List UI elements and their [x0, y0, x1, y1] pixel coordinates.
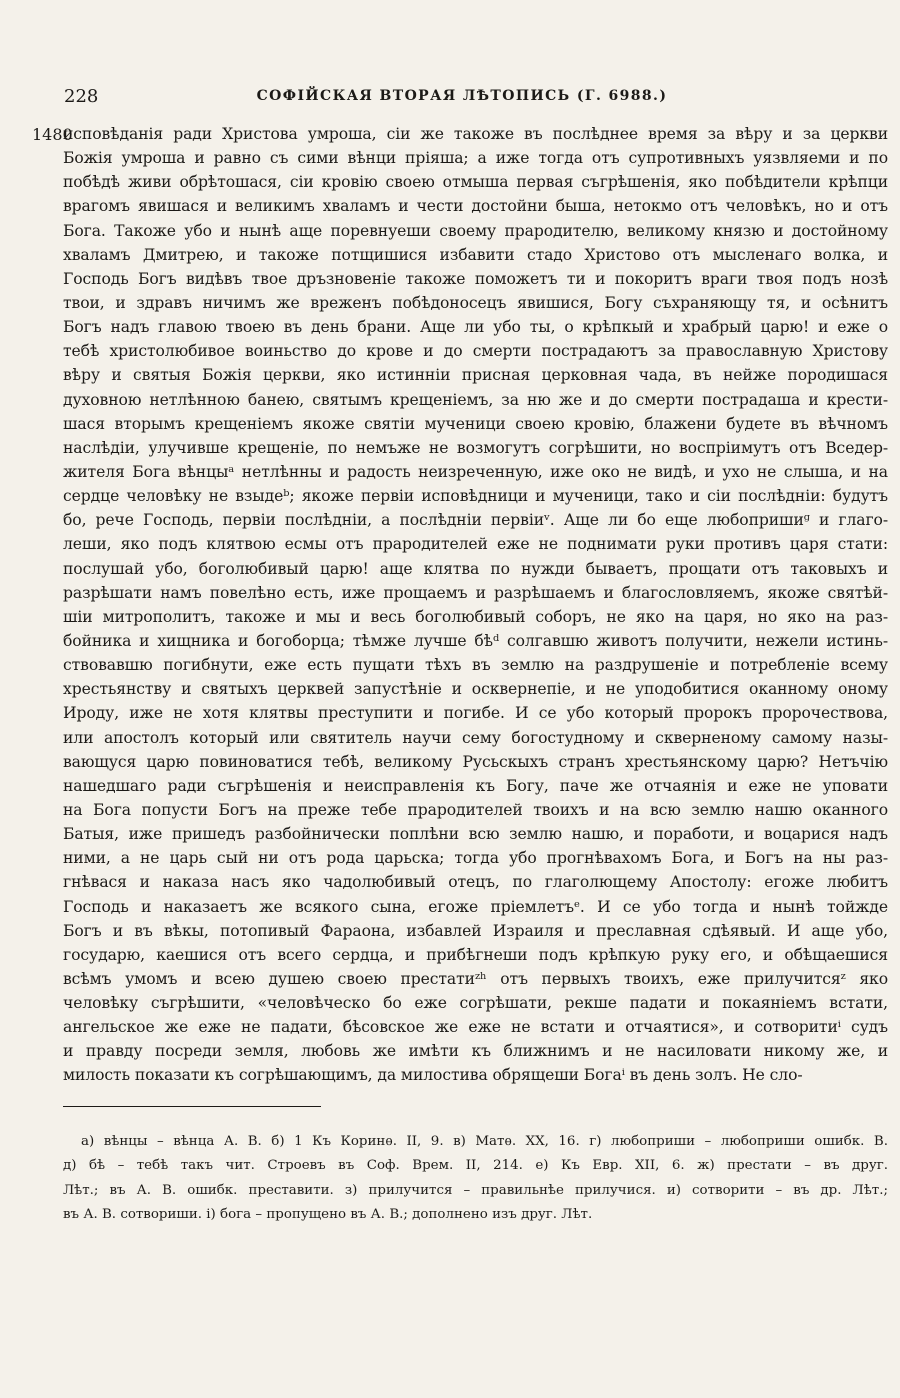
- text-line: ними, а не царь сый ни отъ рода царьска; тогда убо прогнѣвахомъ Бога, и Богъ на ны раз-: [63, 849, 888, 868]
- text-line: бо, рече Господь, первіи послѣдніи, а послѣдніи первіиᵛ. Аще ли бо еще любопришиᵍ и глаго-: [63, 511, 888, 530]
- text-line: духовною нетлѣнною банею, святымъ крещеніемъ, за ню же и до смерти пострадаша и крести-: [63, 390, 888, 409]
- text-line: нашедшаго ради съгрѣшенія и неисправленія къ Богу, паче же отчаянія и еже не уповати: [63, 776, 888, 795]
- text-line: Господь Богъ видѣвъ твое дръзновеніе такоже поможетъ ти и покоритъ враги твоя подъ нозѣ: [63, 269, 888, 288]
- text-line: государю, каешися отъ всего сердца, и прибѣгнеши подъ крѣпкую руку его, и обѣщаешися: [63, 945, 888, 964]
- text-line: разрѣшати намъ повелѣно есть, иже прощаемъ и разрѣшаемъ и благословляемъ, якоже святѣй-: [63, 583, 888, 602]
- text-line: врагомъ явишася и великимъ хваламъ и чести достойни быша, нетокмо отъ человѣкъ, но и отъ: [63, 197, 888, 216]
- text-line: хрестьянству и святыхъ церквей запустѣніе и осквернепіе, и не уподобитися оканному оному: [63, 680, 888, 699]
- text-line: Ироду, иже не хотя клятвы преступити и погибе. И се убо который пророкъ пророчествова,: [63, 704, 888, 723]
- text-line: вѣру и святыя Божія церкви, яко истинніи присная церковная чада, въ нейже породишася: [63, 366, 888, 385]
- text-line: тебѣ христолюбивое воиньство до крове и до смерти пострадаютъ за православную Христову: [63, 342, 888, 361]
- main-text: [63, 122, 888, 1088]
- text-line: наслѣдіи, улучивше крещеніе, по немъже не возмогутъ согрѣшити, но воспріимутъ отъ Вседер-: [63, 438, 888, 457]
- page-header: [64, 86, 860, 110]
- text-line: хваламъ Дмитрею, и такоже потщишися избавити стадо Христово отъ мысленаго волка, и: [63, 245, 888, 264]
- text-line: исповѣданія ради Христова умроша, сіи же такоже въ послѣднее время за вѣру и за церкви: [63, 125, 888, 143]
- text-line: милость показати къ согрѣшающимъ, да милостива обрящеши Богаⁱ въ день золъ. Не сло-: [63, 1066, 803, 1085]
- text-line: вающуся царю повиноватися тебѣ, великому Русьскыхъ странъ хрестьянскому царю? Нетъчію: [63, 752, 888, 771]
- text-line: на Бога попусти Богъ на преже тебе прародителей твоихъ и на всю землю нашю оканного: [63, 800, 888, 819]
- text-line: послушай убо, боголюбивый царю! аще клятва по нужди бываетъ, прощати отъ таковыхъ и: [63, 559, 888, 578]
- footnote-line: въ А. В. сотвориши. і) бога – пропущено въ А. В.; дополнено изъ друг. Лѣт.: [63, 1206, 593, 1222]
- footnote-divider: [63, 1106, 321, 1107]
- text-line: человѣку съгрѣшити, «человѣческо бо еже согрѣшати, рекше падати и покаяніемъ встати,: [63, 994, 888, 1013]
- footnote-line: а) вѣнцы – вѣнца А. В. б) 1 Къ Коринѳ. II, 9. в) Матѳ. XX, 16. г) любоприши – любоприши ошибк. В.: [81, 1134, 888, 1149]
- text-line: гнѣвася и наказа насъ яко чадолюбивый отецъ, по глаголющему Апостолу: егоже любитъ: [63, 873, 888, 892]
- footnote-line: Лѣт.; въ А. В. ошибк. преставити. з) прилучится – правильнѣе прилучися. и) сотворити – въ др. Лѣт.;: [63, 1182, 888, 1198]
- text-line: ангельское же еже не падати, бѣсовское же еже не встати и отчаятися», и сотворитиⁱ судъ: [63, 1018, 888, 1037]
- footnotes: [63, 1130, 888, 1227]
- text-line: бойника и хищника и богоборца; тѣмже лучше бѣᵈ солгавшю животъ получити, нежели истинь-: [63, 631, 888, 650]
- margin-year-note: 1480: [32, 125, 73, 144]
- text-line: Бога. Такоже убо и нынѣ аще поревнуеши своему прародителю, великому князю и достойному: [63, 221, 888, 240]
- text-line: ствовавшю погибнути, еже есть пущати тѣхъ въ землю на раздрушеніе и потребленіе всему: [63, 656, 888, 675]
- text-line: Господь и наказаетъ же всякого сына, егоже пріемлетъᵉ. И се убо тогда и нынѣ тойжде: [63, 897, 888, 916]
- text-line: Батыя, иже пришедъ разбойнически поплѣни всю землю нашю, и поработи, и воцарися надъ: [63, 825, 888, 844]
- text-line: шася вторымъ крещеніемъ якоже святіи мученици своею кровію, блажени будете въ вѣчномъ: [63, 414, 888, 433]
- text-line: или апостолъ который или святитель научи сему богостудному и скверненому самому назы-: [63, 728, 888, 747]
- text-line: и правду посреди земля, любовь же имѣти къ ближнимъ и не насиловати никому же, и: [63, 1042, 888, 1061]
- text-line: побѣдѣ живи обрѣтошася, сіи кровію своею отмыша первая съгрѣшенія, яко побѣдители крѣпци: [63, 173, 888, 192]
- text-line: всѣмъ умомъ и всею душею своею престатиᶻʰ отъ первыхъ твоихъ, еже прилучитсяᶻ яко: [63, 969, 888, 988]
- text-line: жителя Бога вѣнцыᵃ нетлѣнны и радость неизреченную, иже око не видѣ, и ухо не слыша, и на: [63, 462, 888, 481]
- text-line: шіи митрополитъ, такоже и мы и весь боголюбивый соборъ, не яко на царя, но яко на раз-: [63, 607, 888, 626]
- text-line: леши, яко подъ клятвою есмы отъ прародителей еже не поднимати руки противъ царя стати:: [63, 535, 888, 554]
- running-head: СОФІЙСКАЯ ВТОРАЯ ЛѢТОПИСЬ (Г. 6988.): [256, 88, 668, 104]
- footnote-line: д) бѣ – тебѣ такъ чит. Строевъ въ Соф. Врем. II, 214. е) Къ Евр. XII, 6. ж) престати – въ друг.: [63, 1158, 888, 1174]
- text-line: твои, и здравъ ничимъ же вреженъ побѣдоносецъ явишися, Богу съхраняющу тя, и осѣнитъ: [63, 293, 888, 312]
- text-line: сердце человѣку не взыдеᵇ; якоже первіи исповѣдници и мученици, тако и сіи послѣдніи: будутъ: [63, 487, 888, 506]
- text-line: Богъ надъ главою твоею въ день брани. Аще ли убо ты, о крѣпкый и храбрый царю! и еже о: [63, 318, 888, 337]
- text-line: Божія умроша и равно съ сими вѣнци пріяша; а иже тогда отъ супротивныхъ уязвляеми и по: [63, 149, 888, 168]
- page-number: 228: [64, 86, 99, 107]
- text-line: Богъ и въ вѣкы, потопивый Фараона, избавлей Израиля и преславная сдѣявый. И аще убо,: [63, 921, 888, 940]
